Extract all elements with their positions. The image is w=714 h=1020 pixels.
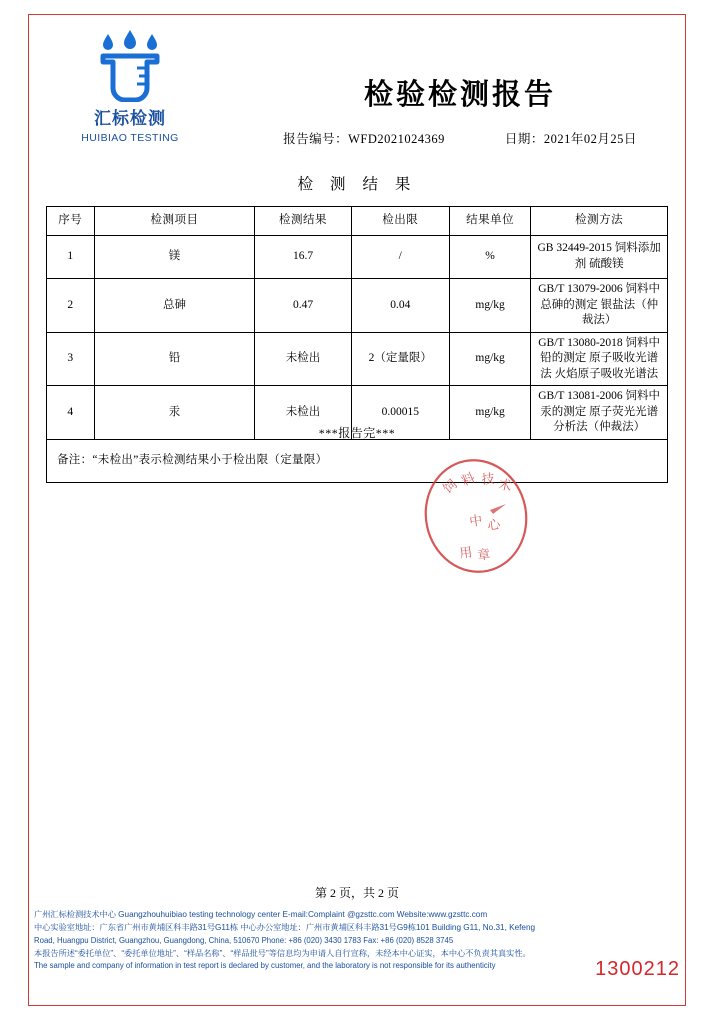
company-logo [60,30,200,144]
svg-text:料: 料 [459,470,478,490]
cell-result: 16.7 [255,236,351,279]
cell-method: GB/T 13080-2018 饲料中铅的测定 原子吸收光谱法 火焰原子吸收光谱法 [531,332,668,386]
table-header-row [47,207,668,236]
cell-limit: / [351,236,449,279]
cell-no: 4 [47,386,95,440]
report-end-marker: ***报告完*** [318,426,396,440]
cell-item: 镁 [94,236,255,279]
page-border [28,14,686,1006]
footer-line-5: The sample and company of information in test report is declared by customer, and the laboratory is not responsible for its authenticity [34,961,496,971]
report-number-label: 报告编号： [283,132,349,146]
title-block [240,72,680,147]
report-date [505,129,637,147]
footer-line-4: 本报告所述“委托单位”、“委托单位地址”、“样品名称”、“样品批号”等信息均为申请人自行宣称，未经本中心证实，本中心不负责其真实性。 [34,949,531,959]
table-row [47,279,668,333]
column-header-method: 检测方法 [531,207,668,236]
cell-item: 铅 [94,332,255,386]
report-number [283,129,445,147]
cell-result: 未检出 [255,332,351,386]
svg-text:技: 技 [480,471,496,488]
cell-method: GB/T 13079-2006 饲料中总砷的测定 银盐法（仲裁法） [531,279,668,333]
cell-unit: mg/kg [449,279,530,333]
table-row [47,236,668,279]
cell-limit: 0.04 [351,279,449,333]
logo-text-cn: 汇标检测 [94,109,166,128]
beaker-icon [85,30,175,102]
column-header-limit: 检出限 [351,207,449,236]
column-header-no: 序号 [47,207,95,236]
column-header-unit: 结果单位 [449,207,530,236]
page-number: 第 2 页，共 2 页 [314,886,399,900]
report-number-value: WFD2021024369 [348,132,445,146]
cell-unit: % [449,236,530,279]
report-date-label: 日期： [504,132,544,146]
document-serial-number: 1300212 [595,958,680,980]
svg-text:章: 章 [476,547,492,564]
table-row [47,332,668,386]
svg-text:中: 中 [468,513,484,530]
column-header-item: 检测项目 [94,207,255,236]
cell-unit: mg/kg [449,386,530,440]
section-title: 检 测 结 果 [297,175,417,193]
cell-unit: mg/kg [449,332,530,386]
report-date-value: 2021年02月25日 [543,132,637,146]
svg-text:心: 心 [486,517,502,534]
report-meta [240,129,680,147]
cell-no: 3 [47,332,95,386]
svg-text:术: 术 [497,477,514,495]
cell-method: GB 32449-2015 饲料添加剂 硫酸镁 [531,236,668,279]
footer-line-1: 广州汇标检测技术中心 Guangzhouhuibiao testing technology center E-mail:Complaint @gzsttc.com Website:www.gzsttc.com [34,910,488,919]
cell-limit: 0.00015 [351,386,449,440]
column-header-result: 检测结果 [255,207,351,236]
cell-result: 未检出 [255,386,351,440]
page-title: 检验检测报告 [363,77,556,111]
report-header [40,26,680,156]
cell-no: 2 [47,279,95,333]
footer-line-3: Road, Huangpu District, Guangzhou, Guangdong, China, 510670 Phone: +86 (020) 3430 1783 Fax: +86 (020) 8528 3745 [34,935,454,945]
logo-text-en: HUIBIAO TESTING [81,132,179,144]
footer-block [34,908,634,973]
cell-item: 总砷 [94,279,255,333]
cell-result: 0.47 [255,279,351,333]
results-table [46,206,668,483]
svg-text:用: 用 [458,545,474,562]
cell-limit: 2（定量限） [351,332,449,386]
cell-no: 1 [47,236,95,279]
official-seal-icon [412,452,540,580]
cell-method: GB/T 13081-2006 饲料中汞的测定 原子荧光光谱分析法（仲裁法） [531,386,668,440]
table-note-row [47,439,668,482]
footer-line-2: 中心实验室地址：广东省广州市黄埔区科丰路31号G11栋 中心办公室地址：广州市黄埔区科丰路31号G9栋101 Building G11, No.31, Kefeng [34,923,536,933]
cell-item: 汞 [94,386,255,440]
svg-text:饲: 饲 [440,477,461,497]
table-note: 备注：“未检出”表示检测结果小于检出限（定量限） [47,439,668,482]
